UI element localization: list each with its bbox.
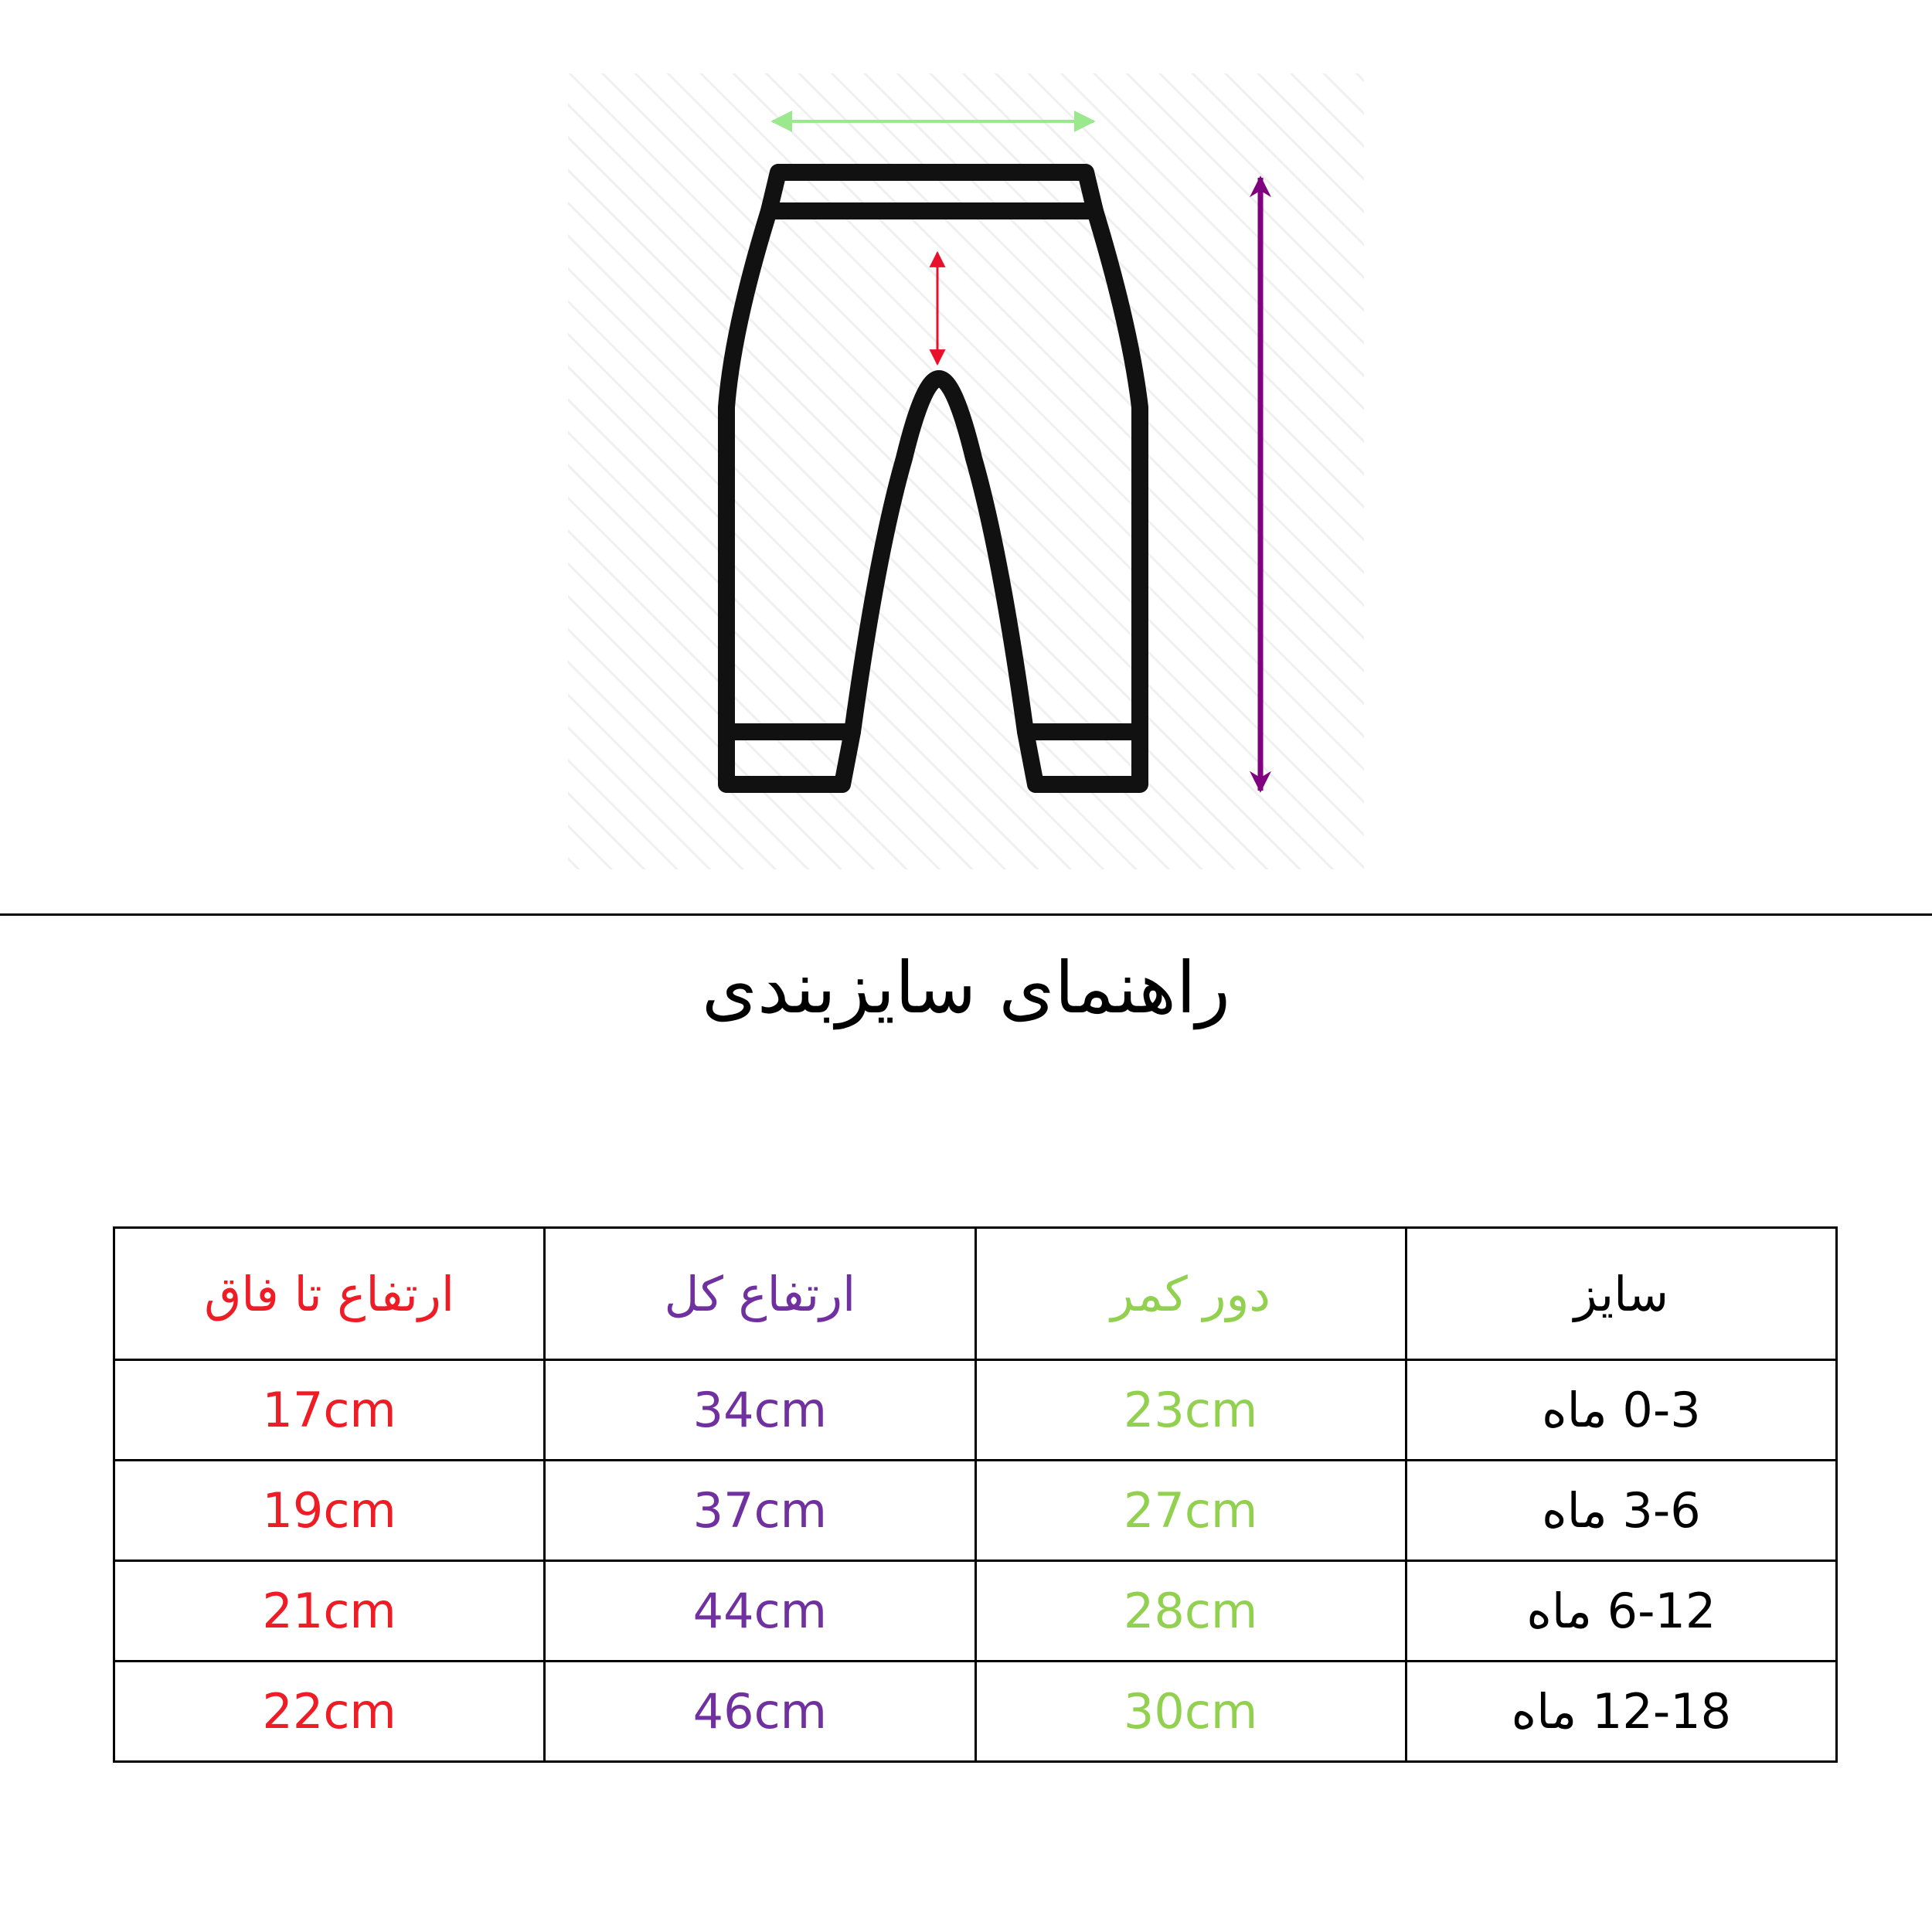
cell-crotch-height: 22cm xyxy=(114,1662,545,1762)
cell-waist: 30cm xyxy=(975,1662,1406,1762)
table-row xyxy=(114,1561,1837,1662)
cell-waist: 28cm xyxy=(975,1561,1406,1662)
header-size: سایز xyxy=(1406,1228,1836,1360)
cell-waist: 23cm xyxy=(975,1360,1406,1461)
cell-total-height: 46cm xyxy=(545,1662,975,1762)
cell-size: 0-3 ماه xyxy=(1406,1360,1836,1461)
baby-pants-icon xyxy=(568,73,1364,869)
cell-size: 3-6 ماه xyxy=(1406,1461,1836,1561)
cell-total-height: 34cm xyxy=(545,1360,975,1461)
cell-total-height: 44cm xyxy=(545,1561,975,1662)
table-row xyxy=(114,1360,1837,1461)
cell-crotch-height: 21cm xyxy=(114,1561,545,1662)
table-row xyxy=(114,1461,1837,1561)
cell-crotch-height: 17cm xyxy=(114,1360,545,1461)
header-crotch-height: ارتفاع تا فاق xyxy=(114,1228,545,1360)
table-header-row xyxy=(114,1228,1837,1360)
cell-total-height: 37cm xyxy=(545,1461,975,1561)
pants-measurement-figure xyxy=(568,73,1364,869)
page-title: راهنمای سایزبندی xyxy=(702,947,1230,1029)
cell-crotch-height: 19cm xyxy=(114,1461,545,1561)
cell-size: 6-12 ماه xyxy=(1406,1561,1836,1662)
cell-size: 12-18 ماه xyxy=(1406,1662,1836,1762)
size-chart-table xyxy=(113,1226,1838,1763)
header-total-height: ارتفاع کل xyxy=(545,1228,975,1360)
hatched-background xyxy=(568,73,1364,869)
table-row xyxy=(114,1662,1837,1762)
cell-waist: 27cm xyxy=(975,1461,1406,1561)
section-divider xyxy=(0,913,1932,916)
header-waist: دور کمر xyxy=(975,1228,1406,1360)
